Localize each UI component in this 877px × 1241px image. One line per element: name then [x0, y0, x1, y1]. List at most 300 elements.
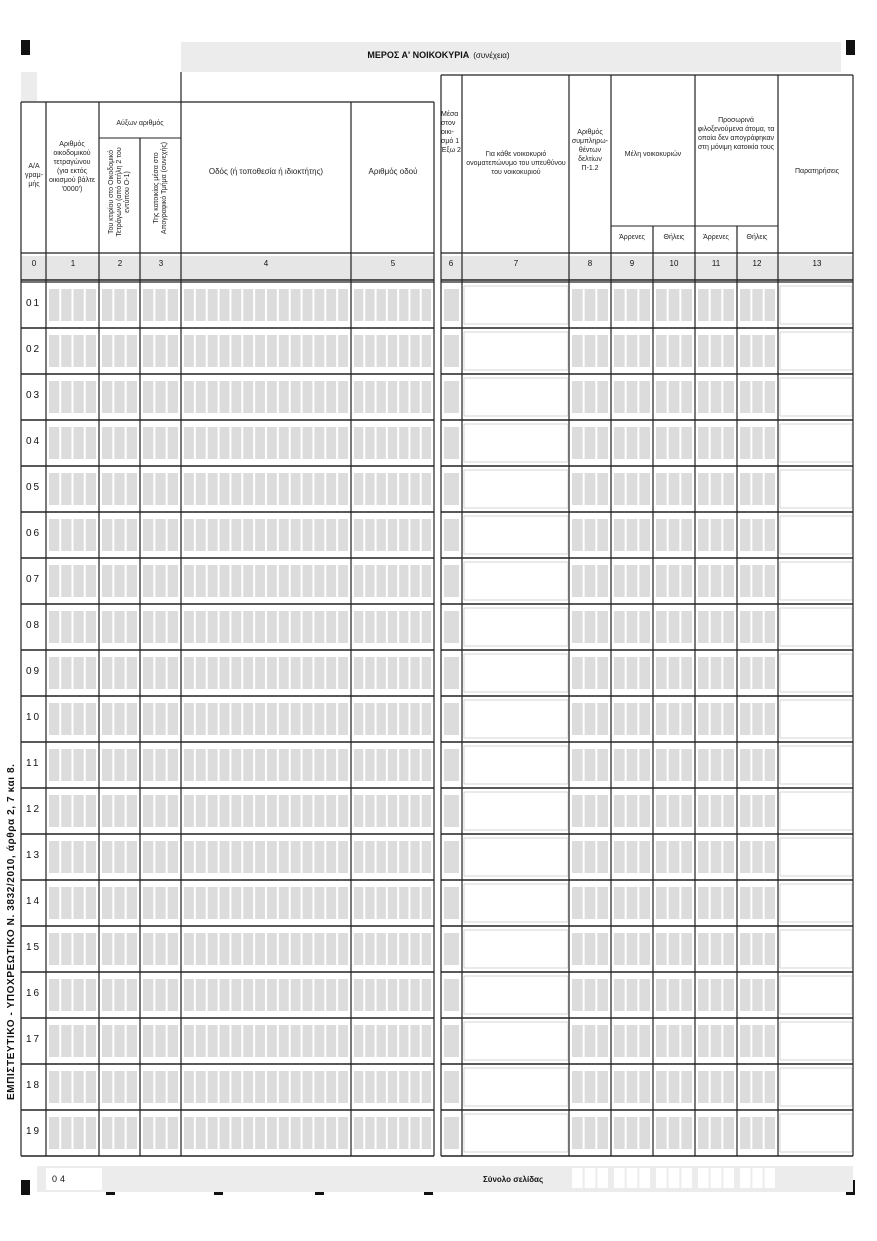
entry-box[interactable]	[698, 565, 709, 597]
entry-box[interactable]	[614, 657, 625, 689]
entry-box[interactable]	[168, 703, 178, 735]
entry-box[interactable]	[410, 841, 419, 873]
entry-box[interactable]	[102, 657, 112, 689]
entry-box[interactable]	[740, 933, 750, 965]
entry-box[interactable]	[208, 841, 218, 873]
entry-box[interactable]	[114, 565, 124, 597]
entry-box[interactable]	[168, 887, 178, 919]
entry-box[interactable]	[61, 427, 71, 459]
entry-box[interactable]	[196, 289, 206, 321]
entry-box[interactable]	[314, 335, 324, 367]
entry-box[interactable]	[184, 841, 194, 873]
entry-box[interactable]	[656, 519, 667, 551]
entry-box[interactable]	[765, 381, 775, 413]
entry-box[interactable]	[399, 749, 408, 781]
entry-box[interactable]	[614, 887, 625, 919]
entry-box[interactable]	[208, 289, 218, 321]
location-code-box[interactable]	[444, 841, 459, 873]
entry-box[interactable]	[639, 335, 650, 367]
entry-box[interactable]	[267, 381, 277, 413]
entry-box[interactable]	[231, 381, 241, 413]
entry-box[interactable]	[102, 795, 112, 827]
entry-box[interactable]	[410, 611, 419, 643]
entry-box[interactable]	[208, 795, 218, 827]
entry-box[interactable]	[86, 657, 96, 689]
entry-box[interactable]	[365, 1025, 374, 1057]
entry-box[interactable]	[143, 473, 153, 505]
entry-box[interactable]	[127, 1025, 137, 1057]
entry-box[interactable]	[422, 795, 431, 827]
entry-box[interactable]	[102, 933, 112, 965]
entry-box[interactable]	[184, 1025, 194, 1057]
entry-box[interactable]	[669, 1117, 680, 1149]
entry-box[interactable]	[681, 473, 692, 505]
page-total-box[interactable]	[585, 1168, 596, 1188]
entry-box[interactable]	[314, 657, 324, 689]
entry-box[interactable]	[168, 979, 178, 1011]
household-head-name-field[interactable]	[464, 1022, 568, 1060]
entry-box[interactable]	[572, 841, 583, 873]
entry-box[interactable]	[399, 795, 408, 827]
entry-box[interactable]	[752, 657, 762, 689]
entry-box[interactable]	[291, 565, 301, 597]
entry-box[interactable]	[196, 933, 206, 965]
remarks-field[interactable]	[780, 884, 852, 922]
entry-box[interactable]	[155, 933, 165, 965]
entry-box[interactable]	[639, 841, 650, 873]
entry-box[interactable]	[723, 657, 734, 689]
entry-box[interactable]	[614, 979, 625, 1011]
entry-box[interactable]	[681, 749, 692, 781]
entry-box[interactable]	[585, 1025, 596, 1057]
entry-box[interactable]	[326, 381, 336, 413]
remarks-field[interactable]	[780, 332, 852, 370]
entry-box[interactable]	[627, 979, 638, 1011]
entry-box[interactable]	[61, 887, 71, 919]
entry-box[interactable]	[614, 289, 625, 321]
entry-box[interactable]	[220, 841, 230, 873]
entry-box[interactable]	[243, 473, 253, 505]
entry-box[interactable]	[86, 841, 96, 873]
entry-box[interactable]	[669, 381, 680, 413]
entry-box[interactable]	[698, 381, 709, 413]
entry-box[interactable]	[220, 427, 230, 459]
entry-box[interactable]	[627, 795, 638, 827]
entry-box[interactable]	[291, 933, 301, 965]
entry-box[interactable]	[698, 979, 709, 1011]
remarks-field[interactable]	[780, 1022, 852, 1060]
entry-box[interactable]	[314, 795, 324, 827]
entry-box[interactable]	[627, 1071, 638, 1103]
entry-box[interactable]	[639, 749, 650, 781]
entry-box[interactable]	[338, 795, 348, 827]
entry-box[interactable]	[184, 611, 194, 643]
remarks-field[interactable]	[780, 976, 852, 1014]
entry-box[interactable]	[231, 335, 241, 367]
entry-box[interactable]	[155, 749, 165, 781]
household-head-name-field[interactable]	[464, 1114, 568, 1152]
entry-box[interactable]	[303, 565, 313, 597]
entry-box[interactable]	[49, 473, 59, 505]
entry-box[interactable]	[597, 473, 608, 505]
entry-box[interactable]	[231, 289, 241, 321]
entry-box[interactable]	[639, 795, 650, 827]
entry-box[interactable]	[279, 1117, 289, 1149]
entry-box[interactable]	[208, 933, 218, 965]
entry-box[interactable]	[291, 289, 301, 321]
location-code-box[interactable]	[444, 565, 459, 597]
entry-box[interactable]	[74, 1071, 84, 1103]
entry-box[interactable]	[86, 795, 96, 827]
entry-box[interactable]	[669, 289, 680, 321]
entry-box[interactable]	[354, 289, 363, 321]
household-head-name-field[interactable]	[464, 976, 568, 1014]
entry-box[interactable]	[399, 611, 408, 643]
entry-box[interactable]	[354, 749, 363, 781]
entry-box[interactable]	[86, 335, 96, 367]
entry-box[interactable]	[220, 1071, 230, 1103]
entry-box[interactable]	[114, 381, 124, 413]
entry-box[interactable]	[399, 933, 408, 965]
entry-box[interactable]	[597, 841, 608, 873]
entry-box[interactable]	[354, 473, 363, 505]
remarks-field[interactable]	[780, 470, 852, 508]
entry-box[interactable]	[377, 427, 386, 459]
entry-box[interactable]	[639, 611, 650, 643]
entry-box[interactable]	[61, 933, 71, 965]
entry-box[interactable]	[303, 473, 313, 505]
entry-box[interactable]	[184, 1117, 194, 1149]
entry-box[interactable]	[74, 335, 84, 367]
entry-box[interactable]	[326, 289, 336, 321]
entry-box[interactable]	[74, 887, 84, 919]
entry-box[interactable]	[143, 1025, 153, 1057]
entry-box[interactable]	[61, 795, 71, 827]
entry-box[interactable]	[243, 887, 253, 919]
entry-box[interactable]	[279, 335, 289, 367]
entry-box[interactable]	[422, 473, 431, 505]
entry-box[interactable]	[61, 289, 71, 321]
entry-box[interactable]	[681, 381, 692, 413]
entry-box[interactable]	[639, 979, 650, 1011]
entry-box[interactable]	[267, 979, 277, 1011]
entry-box[interactable]	[291, 427, 301, 459]
entry-box[interactable]	[338, 611, 348, 643]
entry-box[interactable]	[49, 565, 59, 597]
entry-box[interactable]	[399, 427, 408, 459]
entry-box[interactable]	[291, 749, 301, 781]
entry-box[interactable]	[669, 887, 680, 919]
entry-box[interactable]	[143, 795, 153, 827]
entry-box[interactable]	[354, 841, 363, 873]
entry-box[interactable]	[639, 1025, 650, 1057]
entry-box[interactable]	[74, 289, 84, 321]
entry-box[interactable]	[597, 519, 608, 551]
entry-box[interactable]	[196, 657, 206, 689]
entry-box[interactable]	[410, 703, 419, 735]
entry-box[interactable]	[196, 703, 206, 735]
entry-box[interactable]	[752, 841, 762, 873]
entry-box[interactable]	[365, 749, 374, 781]
entry-box[interactable]	[303, 841, 313, 873]
entry-box[interactable]	[399, 335, 408, 367]
entry-box[interactable]	[597, 335, 608, 367]
entry-box[interactable]	[303, 979, 313, 1011]
entry-box[interactable]	[196, 979, 206, 1011]
household-head-name-field[interactable]	[464, 838, 568, 876]
entry-box[interactable]	[61, 841, 71, 873]
entry-box[interactable]	[585, 1117, 596, 1149]
entry-box[interactable]	[255, 1025, 265, 1057]
entry-box[interactable]	[291, 519, 301, 551]
entry-box[interactable]	[614, 795, 625, 827]
entry-box[interactable]	[597, 611, 608, 643]
entry-box[interactable]	[399, 473, 408, 505]
entry-box[interactable]	[399, 1025, 408, 1057]
entry-box[interactable]	[168, 933, 178, 965]
entry-box[interactable]	[255, 611, 265, 643]
entry-box[interactable]	[61, 335, 71, 367]
entry-box[interactable]	[723, 611, 734, 643]
entry-box[interactable]	[243, 289, 253, 321]
page-total-box[interactable]	[614, 1168, 625, 1188]
entry-box[interactable]	[196, 427, 206, 459]
location-code-box[interactable]	[444, 381, 459, 413]
entry-box[interactable]	[338, 1117, 348, 1149]
entry-box[interactable]	[698, 611, 709, 643]
entry-box[interactable]	[723, 795, 734, 827]
entry-box[interactable]	[155, 795, 165, 827]
entry-box[interactable]	[614, 427, 625, 459]
entry-box[interactable]	[711, 749, 722, 781]
entry-box[interactable]	[627, 703, 638, 735]
entry-box[interactable]	[681, 795, 692, 827]
entry-box[interactable]	[267, 1025, 277, 1057]
entry-box[interactable]	[572, 887, 583, 919]
entry-box[interactable]	[127, 1117, 137, 1149]
entry-box[interactable]	[86, 427, 96, 459]
entry-box[interactable]	[196, 381, 206, 413]
entry-box[interactable]	[585, 611, 596, 643]
entry-box[interactable]	[61, 703, 71, 735]
entry-box[interactable]	[669, 1025, 680, 1057]
location-code-box[interactable]	[444, 473, 459, 505]
location-code-box[interactable]	[444, 335, 459, 367]
entry-box[interactable]	[127, 289, 137, 321]
entry-box[interactable]	[711, 1025, 722, 1057]
entry-box[interactable]	[365, 335, 374, 367]
entry-box[interactable]	[614, 841, 625, 873]
household-head-name-field[interactable]	[464, 424, 568, 462]
entry-box[interactable]	[74, 381, 84, 413]
entry-box[interactable]	[196, 473, 206, 505]
household-head-name-field[interactable]	[464, 470, 568, 508]
household-head-name-field[interactable]	[464, 792, 568, 830]
entry-box[interactable]	[114, 519, 124, 551]
entry-box[interactable]	[365, 795, 374, 827]
entry-box[interactable]	[74, 979, 84, 1011]
entry-box[interactable]	[711, 933, 722, 965]
entry-box[interactable]	[74, 703, 84, 735]
entry-box[interactable]	[208, 657, 218, 689]
entry-box[interactable]	[231, 657, 241, 689]
entry-box[interactable]	[422, 565, 431, 597]
entry-box[interactable]	[656, 381, 667, 413]
entry-box[interactable]	[354, 887, 363, 919]
entry-box[interactable]	[314, 933, 324, 965]
entry-box[interactable]	[388, 335, 397, 367]
entry-box[interactable]	[49, 841, 59, 873]
entry-box[interactable]	[61, 657, 71, 689]
entry-box[interactable]	[255, 703, 265, 735]
entry-box[interactable]	[365, 657, 374, 689]
entry-box[interactable]	[102, 1071, 112, 1103]
entry-box[interactable]	[184, 657, 194, 689]
entry-box[interactable]	[49, 979, 59, 1011]
entry-box[interactable]	[585, 703, 596, 735]
entry-box[interactable]	[208, 703, 218, 735]
entry-box[interactable]	[698, 1117, 709, 1149]
entry-box[interactable]	[155, 703, 165, 735]
entry-box[interactable]	[698, 841, 709, 873]
entry-box[interactable]	[291, 979, 301, 1011]
entry-box[interactable]	[314, 473, 324, 505]
entry-box[interactable]	[765, 1117, 775, 1149]
entry-box[interactable]	[627, 1117, 638, 1149]
entry-box[interactable]	[184, 703, 194, 735]
entry-box[interactable]	[656, 1025, 667, 1057]
entry-box[interactable]	[740, 473, 750, 505]
entry-box[interactable]	[740, 289, 750, 321]
entry-box[interactable]	[49, 887, 59, 919]
entry-box[interactable]	[74, 795, 84, 827]
entry-box[interactable]	[314, 841, 324, 873]
entry-box[interactable]	[669, 427, 680, 459]
entry-box[interactable]	[102, 1117, 112, 1149]
entry-box[interactable]	[572, 519, 583, 551]
entry-box[interactable]	[127, 473, 137, 505]
remarks-field[interactable]	[780, 654, 852, 692]
entry-box[interactable]	[102, 565, 112, 597]
entry-box[interactable]	[422, 335, 431, 367]
entry-box[interactable]	[752, 979, 762, 1011]
household-head-name-field[interactable]	[464, 562, 568, 600]
entry-box[interactable]	[279, 1025, 289, 1057]
location-code-box[interactable]	[444, 795, 459, 827]
entry-box[interactable]	[656, 979, 667, 1011]
entry-box[interactable]	[354, 657, 363, 689]
entry-box[interactable]	[267, 289, 277, 321]
entry-box[interactable]	[220, 289, 230, 321]
remarks-field[interactable]	[780, 700, 852, 738]
entry-box[interactable]	[279, 933, 289, 965]
entry-box[interactable]	[143, 1071, 153, 1103]
entry-box[interactable]	[303, 289, 313, 321]
entry-box[interactable]	[267, 795, 277, 827]
entry-box[interactable]	[208, 887, 218, 919]
entry-box[interactable]	[740, 565, 750, 597]
entry-box[interactable]	[639, 427, 650, 459]
entry-box[interactable]	[303, 1117, 313, 1149]
entry-box[interactable]	[422, 841, 431, 873]
entry-box[interactable]	[61, 749, 71, 781]
entry-box[interactable]	[639, 703, 650, 735]
page-total-box[interactable]	[572, 1168, 583, 1188]
entry-box[interactable]	[303, 887, 313, 919]
entry-box[interactable]	[102, 979, 112, 1011]
entry-box[interactable]	[143, 565, 153, 597]
entry-box[interactable]	[377, 887, 386, 919]
entry-box[interactable]	[399, 657, 408, 689]
page-total-box[interactable]	[765, 1168, 775, 1188]
entry-box[interactable]	[365, 887, 374, 919]
entry-box[interactable]	[220, 703, 230, 735]
entry-box[interactable]	[410, 749, 419, 781]
entry-box[interactable]	[422, 1071, 431, 1103]
entry-box[interactable]	[127, 335, 137, 367]
entry-box[interactable]	[86, 1025, 96, 1057]
entry-box[interactable]	[585, 427, 596, 459]
entry-box[interactable]	[597, 289, 608, 321]
entry-box[interactable]	[572, 657, 583, 689]
entry-box[interactable]	[627, 519, 638, 551]
entry-box[interactable]	[220, 1025, 230, 1057]
entry-box[interactable]	[143, 841, 153, 873]
entry-box[interactable]	[338, 519, 348, 551]
page-total-box[interactable]	[656, 1168, 667, 1188]
page-total-box[interactable]	[639, 1168, 650, 1188]
page-total-box[interactable]	[723, 1168, 734, 1188]
entry-box[interactable]	[143, 611, 153, 643]
entry-box[interactable]	[377, 1117, 386, 1149]
entry-box[interactable]	[102, 749, 112, 781]
entry-box[interactable]	[74, 611, 84, 643]
entry-box[interactable]	[597, 933, 608, 965]
entry-box[interactable]	[49, 933, 59, 965]
entry-box[interactable]	[399, 1117, 408, 1149]
entry-box[interactable]	[585, 289, 596, 321]
entry-box[interactable]	[681, 1025, 692, 1057]
entry-box[interactable]	[220, 1117, 230, 1149]
entry-box[interactable]	[114, 335, 124, 367]
entry-box[interactable]	[639, 565, 650, 597]
entry-box[interactable]	[220, 795, 230, 827]
entry-box[interactable]	[752, 427, 762, 459]
entry-box[interactable]	[614, 611, 625, 643]
entry-box[interactable]	[303, 933, 313, 965]
entry-box[interactable]	[243, 565, 253, 597]
entry-box[interactable]	[291, 841, 301, 873]
entry-box[interactable]	[422, 749, 431, 781]
entry-box[interactable]	[168, 335, 178, 367]
entry-box[interactable]	[627, 611, 638, 643]
entry-box[interactable]	[597, 795, 608, 827]
entry-box[interactable]	[639, 657, 650, 689]
entry-box[interactable]	[410, 427, 419, 459]
entry-box[interactable]	[399, 841, 408, 873]
entry-box[interactable]	[656, 289, 667, 321]
location-code-box[interactable]	[444, 427, 459, 459]
entry-box[interactable]	[711, 841, 722, 873]
entry-box[interactable]	[765, 749, 775, 781]
entry-box[interactable]	[669, 473, 680, 505]
entry-box[interactable]	[114, 887, 124, 919]
entry-box[interactable]	[49, 1025, 59, 1057]
entry-box[interactable]	[740, 749, 750, 781]
entry-box[interactable]	[422, 519, 431, 551]
entry-box[interactable]	[740, 1025, 750, 1057]
entry-box[interactable]	[184, 289, 194, 321]
